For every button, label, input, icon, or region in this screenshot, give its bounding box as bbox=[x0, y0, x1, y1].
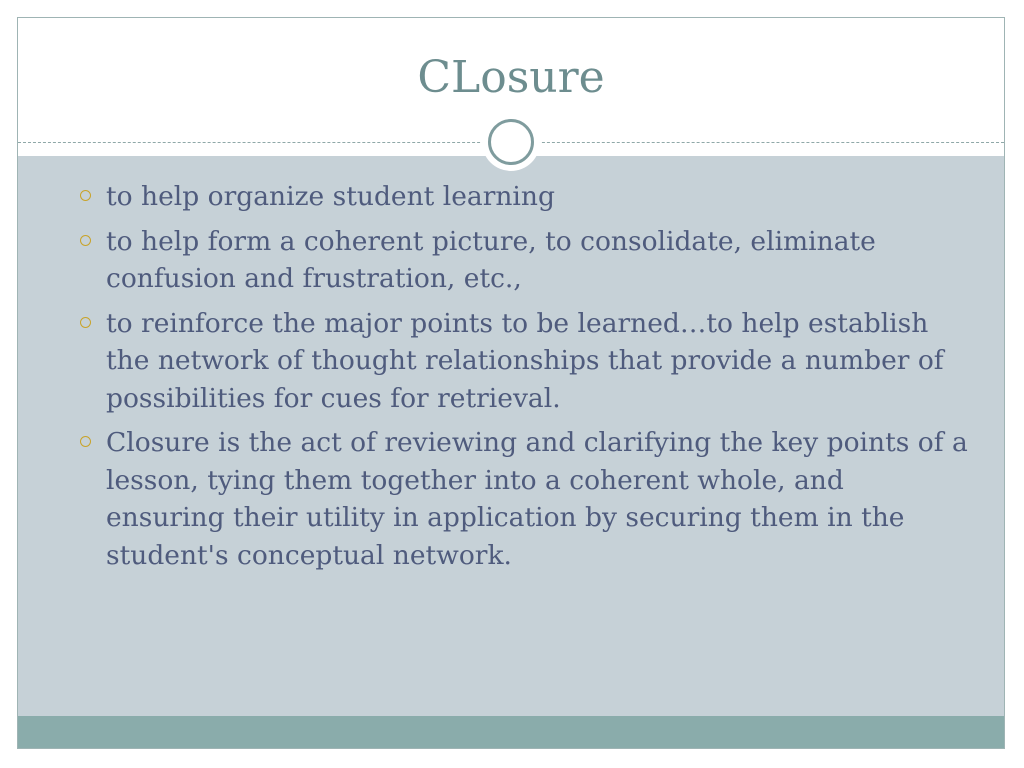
hollow-circle-icon bbox=[80, 436, 91, 447]
bullet-list bbox=[78, 178, 968, 581]
bullet-item bbox=[78, 178, 968, 216]
bullet-text: Closure is the act of reviewing and clarifying the key points of a lesson, tying them together into a coherent whole, and ensuring their utility in application by securing them in the student's conceptual network. bbox=[106, 427, 968, 571]
bullet-item bbox=[78, 424, 968, 574]
footer-bar bbox=[18, 716, 1004, 749]
hollow-circle-icon bbox=[80, 190, 91, 201]
slide bbox=[17, 17, 1005, 749]
hollow-circle-icon bbox=[80, 235, 91, 246]
slide-title: CLosure bbox=[417, 52, 605, 103]
ring-ornament-inner bbox=[488, 119, 534, 165]
bullet-text: to reinforce the major points to be learned…to help establish the network of thought relationships that provide a number of possibilities for cues for retrieval. bbox=[106, 307, 944, 414]
bullet-text: to help form a coherent picture, to consolidate, eliminate confusion and frustration, etc., bbox=[106, 225, 876, 294]
bullet-item bbox=[78, 223, 968, 298]
bullet-text: to help organize student learning bbox=[106, 181, 555, 212]
hollow-circle-icon bbox=[80, 317, 91, 328]
bullet-item bbox=[78, 305, 968, 418]
ring-ornament-icon bbox=[482, 113, 540, 171]
